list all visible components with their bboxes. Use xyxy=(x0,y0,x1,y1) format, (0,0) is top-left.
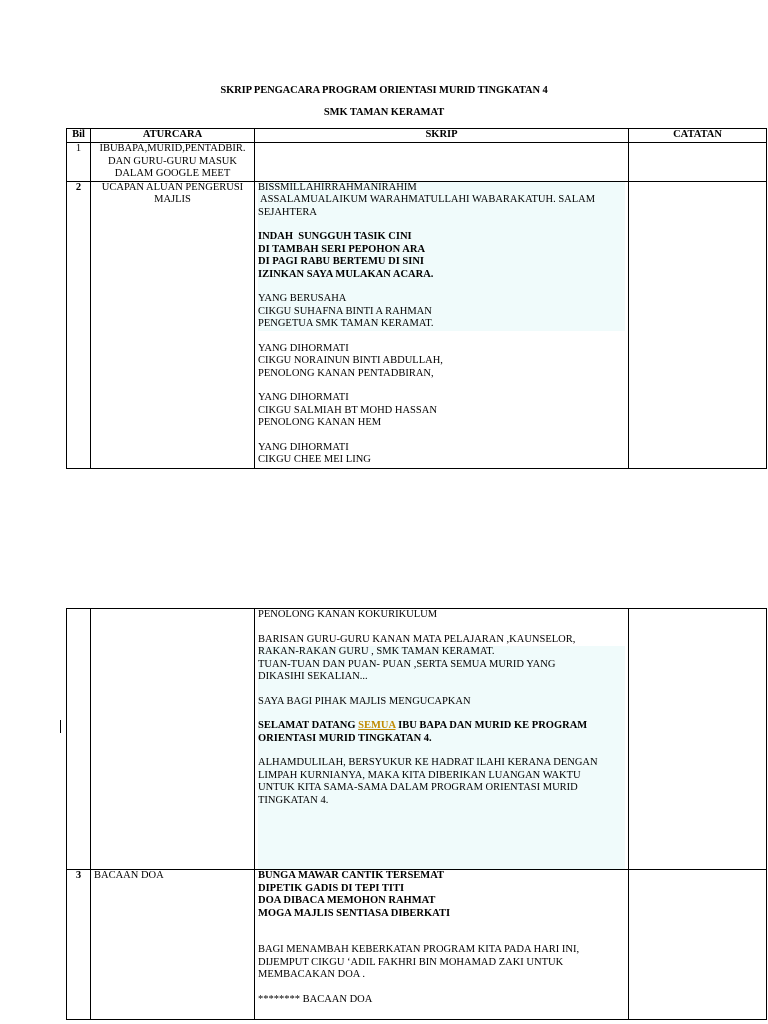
skrip-line: PENOLONG KANAN KOKURIKULUM xyxy=(258,609,438,620)
skrip-line: PENOLONG KANAN PENTADBIRAN, xyxy=(258,367,434,379)
aturcara-line: UCAPAN ALUAN PENGERUSI xyxy=(101,181,244,193)
row1-skrip xyxy=(255,143,629,182)
row1-catatan xyxy=(629,143,767,182)
col-header-aturcara: ATURCARA xyxy=(91,129,255,143)
skrip-line: UNTUK KITA SAMA-SAMA DALAM PROGRAM ORIENTASI MURID xyxy=(258,782,578,793)
table-row xyxy=(67,609,767,870)
pantun-line: DI TAMBAH SERI PEPOHON ARA xyxy=(258,243,426,255)
pantun-line: BUNGA MAWAR CANTIK TERSEMAT xyxy=(258,870,445,881)
skrip-line: CIKGU SUHAFNA BINTI A RAHMAN xyxy=(258,305,432,317)
skrip-line: ******** BACAAN DOA xyxy=(258,993,373,1005)
selamat-text: SELAMAT DATANG xyxy=(258,720,359,731)
skrip-line: DIJEMPUT CIKGU ‘ADIL FAKHRI BIN MOHAMAD ZAKI UNTUK xyxy=(258,956,564,968)
skrip-line: DIKASIHI SEKALIAN... xyxy=(258,671,368,682)
skrip-line: TUAN-TUAN DAN PUAN- PUAN ,SERTA SEMUA MURID YANG xyxy=(258,658,556,670)
row2-catatan xyxy=(629,181,767,468)
skrip-line: CIKGU CHEE MEI LING xyxy=(258,454,371,465)
row2-aturcara xyxy=(91,181,255,468)
skrip-line: YANG DIHORMATI xyxy=(258,392,349,403)
skrip-line: MEMBACAKAN DOA . xyxy=(258,969,366,980)
skrip-line: ASSALAMUALAIKUM WARAHMATULLAHI WABARAKATUH. SALAM xyxy=(258,194,596,205)
pantun-line: MOGA MAJLIS SENTIASA DIBERKATI xyxy=(258,907,451,919)
text-cursor xyxy=(60,720,61,733)
selamat-datang-line xyxy=(258,720,625,733)
skrip-line: YANG DIHORMATI xyxy=(258,441,349,453)
row2-skrip xyxy=(255,181,629,468)
aturcara-table-page1 xyxy=(66,128,767,469)
skrip-line: CIKGU SALMIAH BT MOHD HASSAN xyxy=(258,404,437,416)
col-header-skrip: SKRIP xyxy=(255,129,629,143)
skrip-line: SEJAHTERA xyxy=(258,206,317,218)
row2-cont-bil xyxy=(67,609,91,870)
aturcara-line: IBUBAPA,MURID,PENTADBIR. xyxy=(99,143,246,154)
pantun-line: DIPETIK GADIS DI TEPI TITI xyxy=(258,882,405,894)
aturcara-line: MAJLIS xyxy=(154,194,191,205)
row2-bil: 2 xyxy=(67,181,91,468)
skrip-line: PENOLONG KANAN HEM xyxy=(258,417,382,428)
skrip-line: PENGETUA SMK TAMAN KERAMAT. xyxy=(258,318,434,329)
skrip-line: RAKAN-RAKAN GURU , SMK TAMAN KERAMAT. xyxy=(258,646,495,657)
row3-aturcara: BACAAN DOA xyxy=(91,870,255,1020)
row3-catatan xyxy=(629,870,767,1020)
row1-aturcara xyxy=(91,143,255,182)
row2-cont-catatan xyxy=(629,609,767,870)
table-row xyxy=(67,870,767,1020)
row3-skrip xyxy=(255,870,629,1020)
table-header-row xyxy=(67,129,767,143)
table-row xyxy=(67,143,767,182)
skrip-line: BARISAN GURU-GURU KANAN MATA PELAJARAN ,KAUNSELOR, xyxy=(258,633,576,645)
row2-cont-aturcara xyxy=(91,609,255,870)
selamat-text: IBU BAPA DAN MURID KE PROGRAM xyxy=(395,720,588,731)
pantun-line: INDAH SUNGGUH TASIK CINI xyxy=(258,231,412,242)
aturcara-line: DAN GURU-GURU MASUK xyxy=(108,155,237,167)
skrip-line: ORIENTASI MURID TINGKATAN 4. xyxy=(258,732,432,744)
semua-link[interactable]: SEMUA xyxy=(358,720,396,731)
row2-cont-skrip xyxy=(255,609,629,870)
col-header-catatan: CATATAN xyxy=(629,129,767,143)
table-row xyxy=(67,181,767,468)
skrip-line: BAGI MENAMBAH KEBERKATAN PROGRAM KITA PADA HARI INI, xyxy=(258,944,580,955)
col-header-bil: Bil xyxy=(67,129,91,143)
skrip-highlight-block xyxy=(258,646,625,869)
row1-bil: 1 xyxy=(67,143,91,182)
document-subtitle: SMK TAMAN KERAMAT xyxy=(323,107,445,118)
skrip-line: BISSMILLAHIRRAHMANIRAHIM xyxy=(258,181,417,193)
skrip-line: YANG DIHORMATI xyxy=(258,342,349,354)
pantun-line: IZINKAN SAYA MULAKAN ACARA. xyxy=(258,268,434,280)
skrip-line: LIMPAH KURNIANYA, MAKA KITA DIBERIKAN LUANGAN WAKTU xyxy=(258,769,581,781)
skrip-line: YANG BERUSAHA xyxy=(258,293,347,304)
skrip-line: TINGKATAN 4. xyxy=(258,794,329,806)
aturcara-line: DALAM GOOGLE MEET xyxy=(114,168,231,179)
skrip-line: SAYA BAGI PIHAK MAJLIS MENGUCAPKAN xyxy=(258,695,471,707)
pantun-line: DI PAGI RABU BERTEMU DI SINI xyxy=(258,256,425,267)
skrip-line: CIKGU NORAINUN BINTI ABDULLAH, xyxy=(258,355,443,366)
skrip-line: ALHAMDULILAH, BERSYUKUR KE HADRAT ILAHI KERANA DENGAN xyxy=(258,757,598,768)
aturcara-table-page2 xyxy=(66,608,767,1020)
pantun-line: DOA DIBACA MEMOHON RAHMAT xyxy=(258,895,436,906)
document-title: SKRIP PENGACARA PROGRAM ORIENTASI MURID TINGKATAN 4 xyxy=(220,85,548,96)
skrip-opening xyxy=(258,182,625,331)
row3-bil: 3 xyxy=(67,870,91,1020)
